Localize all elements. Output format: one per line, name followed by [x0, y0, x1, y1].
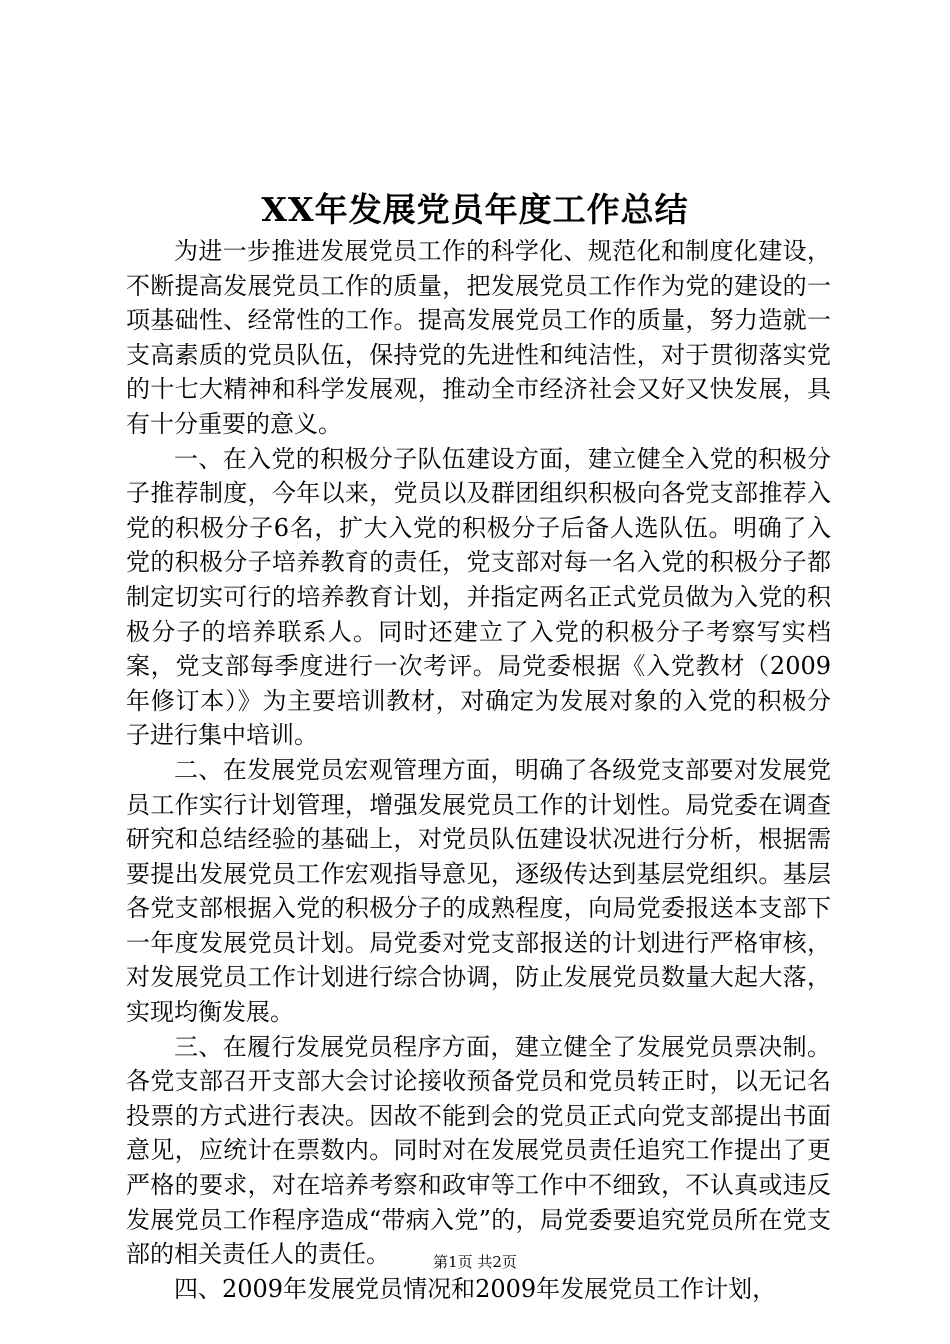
paragraph-section-3: 三、在履行发展党员程序方面，建立健全了发展党员票决制。各党支部召开支部大会讨论接收预备党员和党员转正时，以无记名投票的方式进行表决。因故不能到会的党员正式向党支部提出书面意见，应统计在票数内。同时对在发展党员责任追究工作提出了更严格的要求，对在培养考察和政审等工作中不细致，不认真或违反发展党员工作程序造成“带病入党”的，局党委要追究党员所在党支部的相关责任人的责任。: [126, 1032, 831, 1269]
paragraph-intro: 为进一步推进发展党员工作的科学化、规范化和制度化建设，不断提高发展党员工作的质量，把发展党员工作作为党的建设的一项基础性、经常性的工作。提高发展党员工作的质量，努力造就一支高素质的党员队伍，保持党的先进性和纯洁性，对于贯彻落实党的十七大精神和科学发展观，推动全市经济社会又好又快发展，具有十分重要的意义。: [126, 237, 831, 438]
document-body: [126, 234, 831, 1306]
paragraph-section-4: 四、2009年发展党员情况和2009年发展党员工作计划，: [174, 1274, 777, 1303]
paragraph-section-1: 一、在入党的积极分子队伍建设方面，建立健全入党的积极分子推荐制度，今年以来，党员以及群团组织积极向各党支部推荐入党的积极分子6名，扩大入党的积极分子后备人选队伍。明确了入党的积极分子培养教育的责任，党支部对每一名入党的积极分子都制定切实可行的培养教育计划，并指定两名正式党员做为入党的积极分子的培养联系人。同时还建立了入党的积极分子考察写实档案，党支部每季度进行一次考评。局党委根据《入党教材（2009年修订本）》为主要培训教材，对确定为发展对象的入党的积极分子进行集中培训。: [126, 444, 831, 750]
paragraph-section-2: 二、在发展党员宏观管理方面，明确了各级党支部要对发展党员工作实行计划管理，增强发展党员工作的计划性。局党委在调查研究和总结经验的基础上，对党员队伍建设状况进行分析，根据需要提出发展党员工作宏观指导意见，逐级传达到基层党组织。基层各党支部根据入党的积极分子的成熟程度，向局党委报送本支部下一年度发展党员计划。局党委对党支部报送的计划进行严格审核，对发展党员工作计划进行综合协调，防止发展党员数量大起大落，实现均衡发展。: [126, 755, 831, 1027]
page-footer: 第1页 共2页: [433, 1253, 517, 1271]
document-title: XX年发展党员年度工作总结: [261, 190, 689, 229]
